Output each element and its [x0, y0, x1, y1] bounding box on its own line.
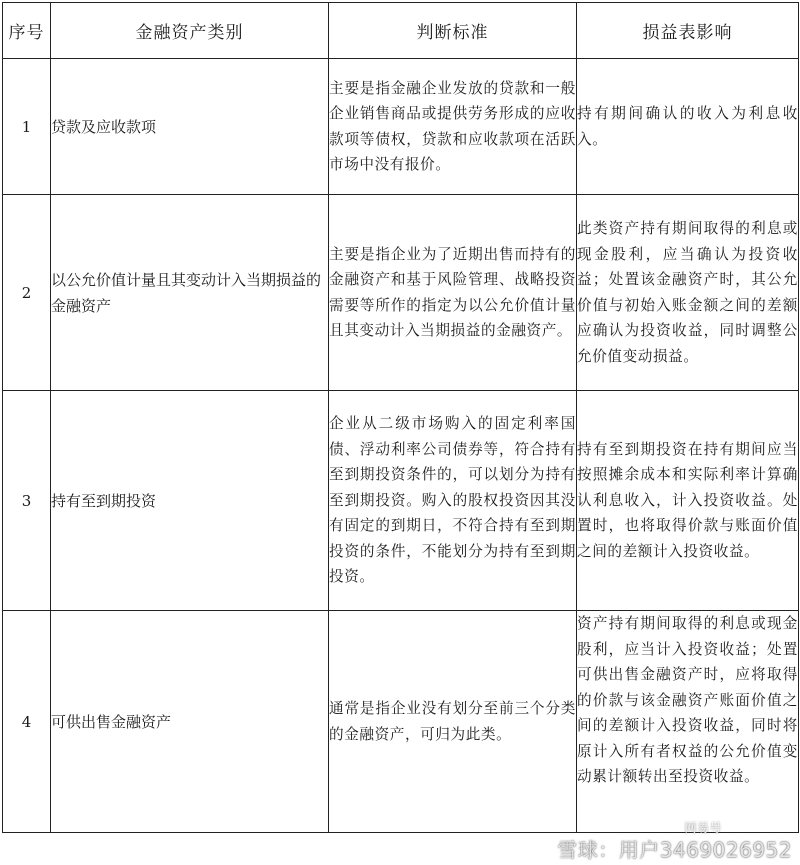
table-row	[3, 611, 799, 833]
watermark-text: 雪球：用户3469026952	[557, 837, 792, 862]
header-row	[3, 3, 799, 59]
row-criteria: 企业从二级市场购入的固定利率国债、浮动利率公司债券等，符合持有至到期投资条件的，可以划分为持有至到期投资。购入的股权投资因其没有固定的到期日，不符合持有至到期投资的条件，不能划分为持有至到期投资。	[329, 391, 577, 611]
row-category: 以公允价值计量且其变动计入当期损益的金融资产	[51, 195, 329, 391]
row-criteria: 主要是指企业为了近期出售而持有的金融资产和基于风险管理、战略投资需要等所作的指定为以公允价值计量且其变动计入当期损益的金融资产。	[329, 195, 577, 391]
row-criteria: 主要是指金融企业发放的贷款和一般企业销售商品或提供劳务形成的应收款项等债权，贷款和应收款项在活跃市场中没有报价。	[329, 59, 577, 195]
header-criteria: 判断标准	[329, 3, 577, 59]
row-impact: 持有期间确认的收入为利息收入。	[577, 59, 799, 195]
row-seq: 3	[3, 391, 51, 611]
snowball-logo-icon	[527, 835, 553, 861]
header-category: 金融资产类别	[51, 3, 329, 59]
row-impact: 资产持有期间取得的利息或现金股利，应当计入投资收益；处置可供出售金融资产时，应将取得的价款与该金融资产账面价值之间的差额计入投资收益，同时将原计入所有者权益的公允价值变动累计额转出至投资收益。	[577, 611, 799, 833]
row-category: 持有至到期投资	[51, 391, 329, 611]
row-criteria: 通常是指企业没有划分至前三个分类的金融资产，可归为此类。	[329, 611, 577, 833]
row-impact: 此类资产持有期间取得的利息或现金股利，应当确认为投资收益；处置该金融资产时，其公允价值与初始入账金额之间的差额应确认为投资收益，同时调整公允价值变动损益。	[577, 195, 799, 391]
financial-asset-table	[2, 2, 799, 833]
row-seq: 4	[3, 611, 51, 833]
header-impact: 损益表影响	[577, 3, 799, 59]
table-row	[3, 195, 799, 391]
row-category: 贷款及应收款项	[51, 59, 329, 195]
watermark-brand: 网易号	[684, 821, 722, 835]
row-category: 可供出售金融资产	[51, 611, 329, 833]
row-impact: 持有至到期投资在持有期间应当按照摊余成本和实际利率计算确认利息收入，计入投资收益。处置时，也将取得价款与账面价值之间的差额计入投资收益。	[577, 391, 799, 611]
watermark	[527, 821, 792, 863]
table-row	[3, 391, 799, 611]
header-seq: 序号	[3, 3, 51, 59]
table-row	[3, 59, 799, 195]
row-seq: 1	[3, 59, 51, 195]
row-seq: 2	[3, 195, 51, 391]
